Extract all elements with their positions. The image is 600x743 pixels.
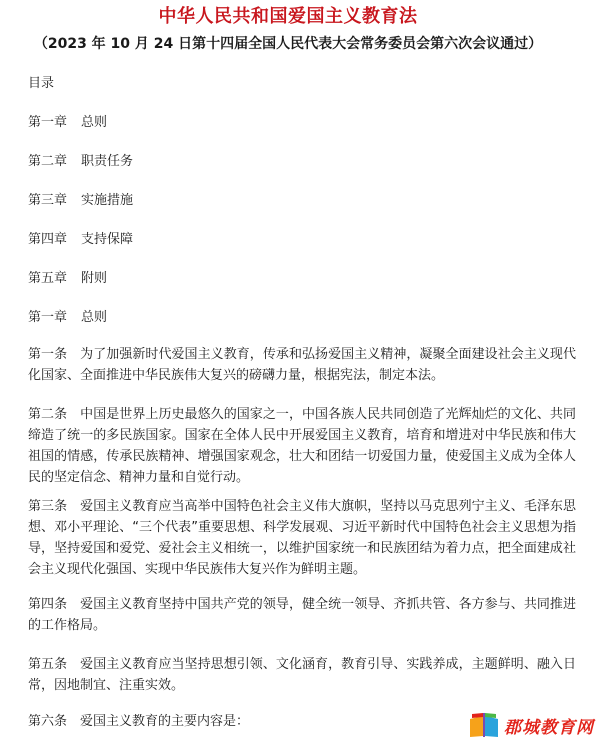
toc-item xyxy=(28,113,107,133)
toc-name: 实施措施 xyxy=(81,193,134,208)
toc-item xyxy=(28,230,133,250)
watermark-text: 郡城教育网 xyxy=(504,717,594,738)
article-number: 第四条 xyxy=(28,597,68,612)
chapter-name: 总则 xyxy=(81,310,108,325)
book-logo-icon xyxy=(468,711,500,739)
toc-item xyxy=(28,152,133,172)
article-text: 爱国主义教育应当高举中国特色社会主义伟大旗帜，坚持以马克思列宁主义、毛泽东思想、邓小平理论、“三个代表”重要思想、科学发展观、习近平新时代中国特色社会主义思想为指导，坚持爱国和爱党、爱社会主义相统一，以维护国家统一和民族团结为着力点，把全面建成社会主义现代化强国、实现中华民族伟大复兴作为鲜明主题。 xyxy=(28,499,576,577)
article-3 xyxy=(28,496,576,580)
article-number: 第二条 xyxy=(28,407,68,422)
document-subtitle: （2023 年 10 月 24 日第十四届全国人民代表大会常务委员会第六次会议通过） xyxy=(33,36,543,52)
toc-chapter: 第三章 xyxy=(28,193,68,208)
toc-chapter: 第一章 xyxy=(28,115,68,130)
toc-name: 附则 xyxy=(81,271,108,286)
article-number: 第一条 xyxy=(28,347,68,362)
toc-name: 总则 xyxy=(81,115,108,130)
article-text: 爱国主义教育应当坚持思想引领、文化涵育，教育引导、实践养成，主题鲜明、融入日常，因地制宜、注重实效。 xyxy=(28,657,576,693)
toc-item xyxy=(28,191,133,211)
article-number: 第五条 xyxy=(28,657,68,672)
article-4 xyxy=(28,594,576,636)
document-title: 中华人民共和国爱国主义教育法 xyxy=(158,6,418,27)
article-text: 爱国主义教育坚持中国共产党的领导，健全统一领导、齐抓共管、各方参与、共同推进的工作格局。 xyxy=(28,597,576,633)
toc-item xyxy=(28,269,107,289)
article-number: 第三条 xyxy=(28,499,68,514)
chapter-heading xyxy=(28,308,107,328)
toc-name: 支持保障 xyxy=(81,232,134,247)
toc-chapter: 第五章 xyxy=(28,271,68,286)
toc-chapter: 第二章 xyxy=(28,154,68,169)
toc-heading: 目录 xyxy=(28,76,55,91)
toc-name: 职责任务 xyxy=(81,154,134,169)
article-text: 为了加强新时代爱国主义教育，传承和弘扬爱国主义精神，凝聚全面建设社会主义现代化国家、全面推进中华民族伟大复兴的磅礴力量，根据宪法，制定本法。 xyxy=(28,347,576,383)
article-text: 爱国主义教育的主要内容是： xyxy=(80,714,250,729)
article-2 xyxy=(28,404,576,488)
toc-chapter: 第四章 xyxy=(28,232,68,247)
article-1 xyxy=(28,344,576,386)
article-text: 中国是世界上历史最悠久的国家之一，中国各族人民共同创造了光辉灿烂的文化、共同缔造了统一的多民族国家。国家在全体人民中开展爱国主义教育，培育和增进对中华民族和伟大祖国的情感，传承民族精神、增强国家观念，壮大和团结一切爱国力量，使爱国主义成为全体人民的坚定信念、精神力量和自觉行动。 xyxy=(28,407,576,485)
site-watermark xyxy=(468,711,594,739)
article-number: 第六条 xyxy=(28,714,68,729)
article-5 xyxy=(28,654,576,696)
chapter-number: 第一章 xyxy=(28,310,68,325)
